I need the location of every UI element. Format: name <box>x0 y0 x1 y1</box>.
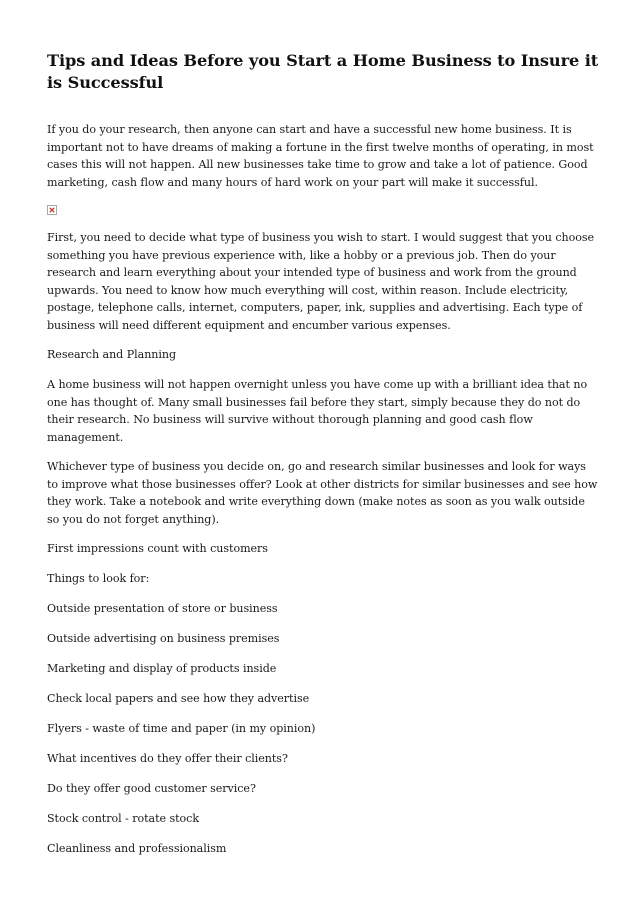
list-line: Check local papers and see how they advertise <box>47 692 310 705</box>
document-page <box>47 50 599 870</box>
list-line: Things to look for: <box>47 572 150 585</box>
list-line: What incentives do they offer their clients? <box>47 752 288 765</box>
list-line: Stock control - rotate stock <box>47 812 199 825</box>
list-line: First impressions count with customers <box>47 542 268 555</box>
body-paragraph: Whichever type of business you decide on, go and research similar businesses and look for ways to improve what those businesses offer? Look at other districts for similar businesses and see how they work. Take a notebook and write everything down (make notes as soon as you walk outside so you do not forget anything). <box>47 460 598 526</box>
body-paragraph: First, you need to decide what type of business you wish to start. I would suggest that you choose something you have previous experience with, like a hobby or a previous job. Then do your research and learn everything about your intended type of business and work from the ground upwards. You need to know how much everything will cost, within reason. Include electricity, postage, telephone calls, internet, computers, paper, ink, supplies and advertising. Each type of business will need different equipment and encumber various expenses. <box>47 231 594 332</box>
document-title: Tips and Ideas Before you Start a Home Business to Insure it is Successful <box>47 51 599 92</box>
body-paragraph: A home business will not happen overnight unless you have come up with a brilliant idea that no one has thought of. Many small businesses fail before they start, simply because they do not do their research. No business will survive without thorough planning and good cash flow management. <box>47 378 588 444</box>
list-line: Outside advertising on business premises <box>47 632 280 645</box>
list-line: Marketing and display of products inside <box>47 662 277 675</box>
list-line: Flyers - waste of time and paper (in my opinion) <box>47 722 316 735</box>
section-heading: Research and Planning <box>47 348 177 361</box>
broken-image-x-icon <box>49 207 55 213</box>
broken-image-icon <box>47 205 57 215</box>
list-line: Outside presentation of store or business <box>47 602 278 615</box>
list-line: Cleanliness and professionalism <box>47 842 227 855</box>
list-line: Do they offer good customer service? <box>47 782 256 795</box>
intro-paragraph: If you do your research, then anyone can start and have a successful new home business. It is important not to have dreams of making a fortune in the first twelve months of operating, in most cases this will not happen. All new businesses take time to grow and take a lot of patience. Good marketing, cash flow and many hours of hard work on your part will make it successful. <box>47 123 594 189</box>
